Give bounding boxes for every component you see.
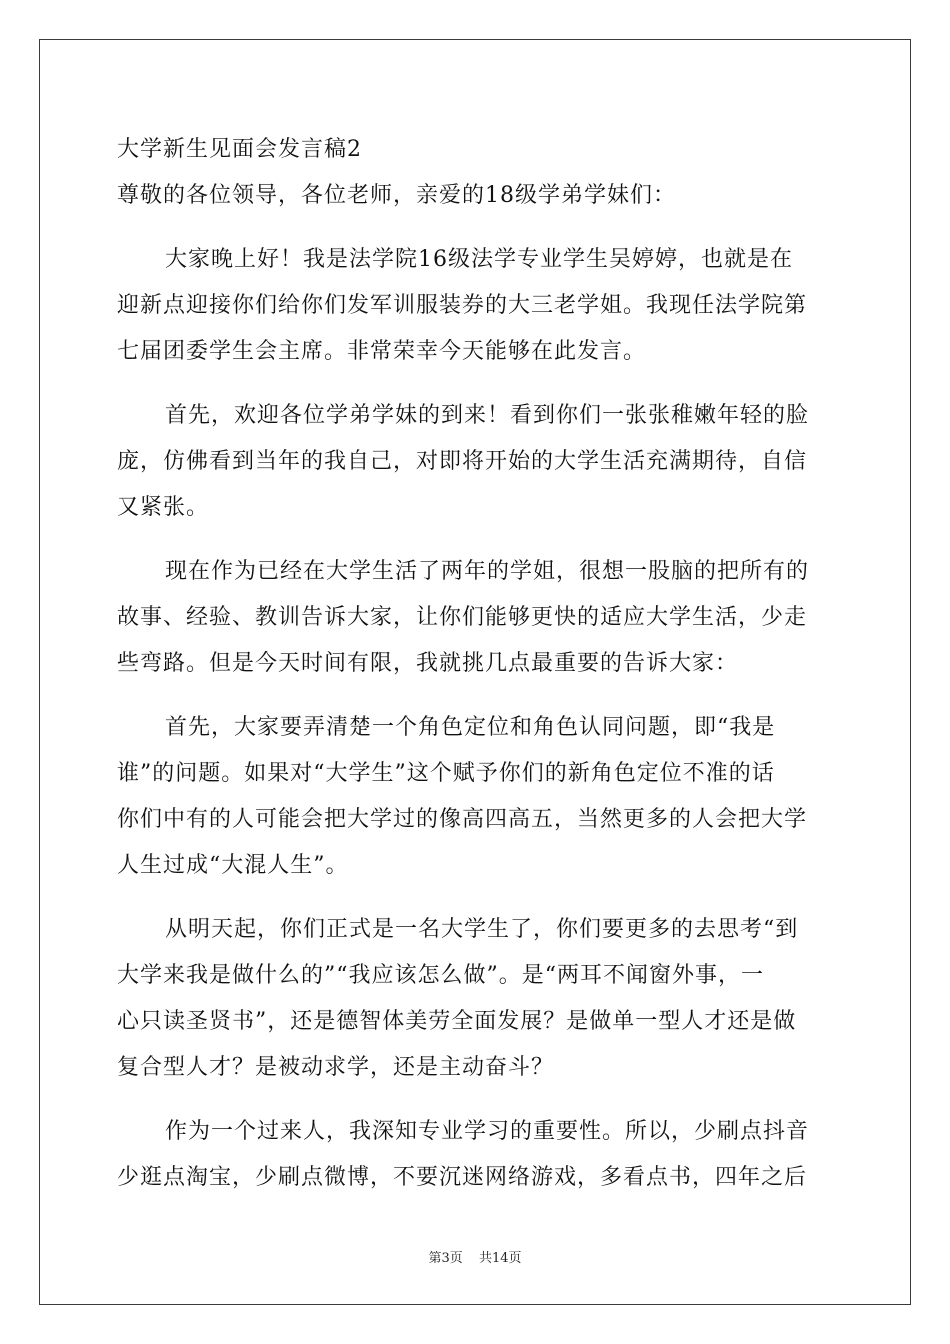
paragraph-4 [117,705,833,889]
paragraph-6 [117,1109,833,1201]
paragraph-line: 现在作为已经在大学生活了两年的学姐，很想一股脑的把所有的 [165,559,810,584]
document-body [117,127,833,1201]
page-number: 第3页 [428,1251,463,1266]
paragraph-line: 迎新点迎接你们给你们发军训服装券的大三老学姐。我现任法学院第 [117,293,808,318]
paragraph-line: 少逛点淘宝，少刷点微博，不要沉迷网络游戏，多看点书，四年之后 [117,1165,808,1190]
spacer [117,889,833,907]
paragraph-line: 复合型人才？是被动求学，还是主动奋斗？ [117,1055,555,1080]
paragraph-line: 些弯路。但是今天时间有限，我就挑几点最重要的告诉大家： [117,651,739,676]
paragraph-line: 首先，大家要弄清楚一个角色定位和角色认同问题，即“我是 [165,715,776,740]
paragraph-line: 首先，欢迎各位学弟学妹的到来！看到你们一张张稚嫩年轻的脸 [165,403,810,428]
spacer [117,687,833,705]
paragraph-line: 大学来我是做什么的”“我应该怎么做”。是“两耳不闻窗外事，一 [117,963,764,988]
paragraph-line: 大家晚上好！我是法学院16级法学专业学生吴婷婷，也就是在 [165,247,793,272]
paragraph-line: 人生过成“大混人生”。 [117,853,349,878]
spacer [117,375,833,393]
paragraph-line: 心只读圣贤书”，还是德智体美劳全面发展？是做单一型人才还是做 [117,1009,797,1034]
spacer [117,1091,833,1109]
paragraph-line: 又紧张。 [117,495,210,520]
paragraph-3 [117,549,833,687]
salutation: 尊敬的各位领导，各位老师，亲爱的18级学弟学妹们： [117,183,676,208]
paragraph-line: 你们中有的人可能会把大学过的像高四高五，当然更多的人会把大学 [117,807,808,832]
paragraph-5 [117,907,833,1091]
paragraph-line: 七届团委学生会主席。非常荣幸今天能够在此发言。 [117,339,647,364]
paragraph-line: 故事、经验、教训告诉大家，让你们能够更快的适应大学生活，少走 [117,605,808,630]
spacer [117,219,833,237]
paragraph-line: 作为一个过来人，我深知专业学习的重要性。所以，少刷点抖音 [165,1119,810,1144]
spacer [117,531,833,549]
paragraph-1 [117,237,833,375]
paragraph-2 [117,393,833,531]
total-pages: 共14页 [478,1251,522,1266]
paragraph-line: 庞，仿佛看到当年的我自己，对即将开始的大学生活充满期待，自信 [117,449,808,474]
paragraph-line: 谁”的问题。如果对“大学生”这个赋予你们的新角色定位不准的话 [117,761,775,786]
page-footer [0,1247,950,1266]
document-title: 大学新生见面会发言稿2 [117,137,362,162]
paragraph-line: 从明天起，你们正式是一名大学生了，你们要更多的去思考“到 [165,917,799,942]
